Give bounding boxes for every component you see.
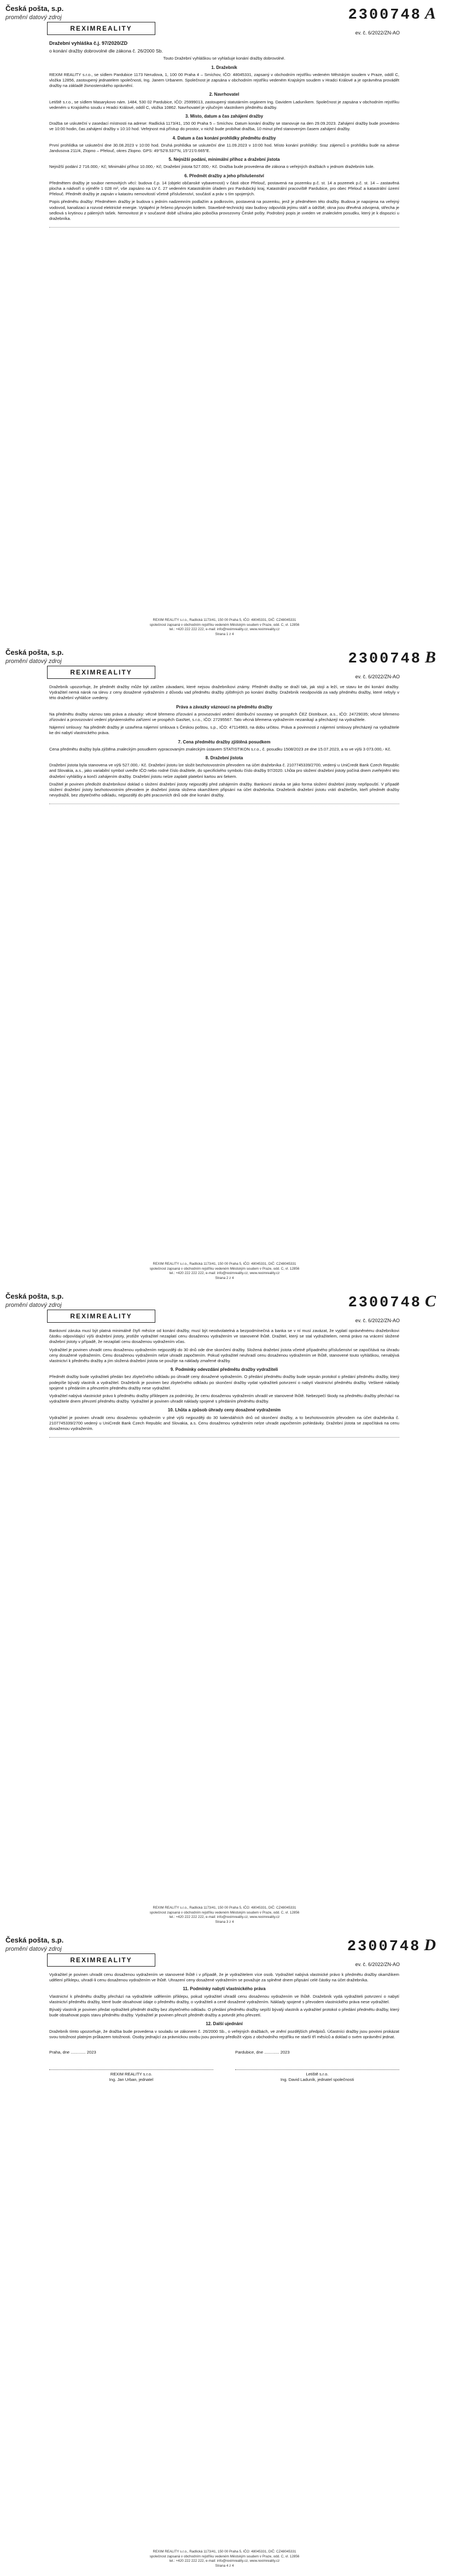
company-logo: REXIMREALITY: [47, 22, 155, 35]
page-footer: REXIM REALITY s.r.o., Radlická 1173/41, 150 00 Praha 5, IČO: 48045331, DIČ: CZ48045331 společnost zapsaná v obchodním rejstříku vedeném Městským soudem v Praze, odd. C, vl. 12856 tel.: +420 222 222 222, e-mail: info@reximreality.cz, www.reximreality.cz Strana 4 z 4: [0, 2550, 449, 2568]
reference-number: ev. č. 6/2022/ZN-AO: [355, 30, 400, 36]
section-heading: 4. Datum a čas konání prohlídky předmětu dražby: [172, 135, 276, 141]
signature-block: [49, 2050, 399, 2083]
section-heading: 3. Místo, datum a čas zahájení dražby: [185, 114, 264, 119]
org-dept: promění datový zdroj: [5, 14, 62, 21]
reference-number: ev. č. 6/2022/ZN-AO: [355, 1962, 400, 1967]
org-name: Česká pošta, s.p.: [5, 1292, 64, 1300]
section-text: Vydražitel je povinen uhradit cenu dosaženou vydražením ve stanovené lhůtě i v případě, že je vydražitelem více osob. Vydražitel nabývá vlastnické právo k předmětu dražby okamžikem udělení příklepu, uhradí-li cenu dosaženou vydražením ve lhůtě. Uhrazení ceny dosažené vydražením se považuje za splněné dnem připsání celé částky na účet dražebníka.: [49, 1972, 399, 1983]
section-heading: 9. Podmínky odevzdání předmětu dražby vydražiteli: [170, 1367, 278, 1373]
signature-line: [49, 2055, 213, 2070]
page-letter: A: [424, 4, 436, 22]
signatory-role-right: Ing. David Laduník, jednatel společnosti: [280, 2077, 354, 2083]
org-dept: promění datový zdroj: [5, 1946, 62, 1952]
org-name: Česká pošta, s.p.: [5, 1936, 64, 1944]
signature-left: [49, 2050, 213, 2083]
section-text: Vydražitel je povinen uhradit cenu dosaženou vydražením nejpozději do 30 dnů ode dne skončení dražby. Složená dražební jistota včetně případného příslušenství se započítává na úhradu ceny dosažené vydražením. Cenu dosaženou vydražením nelze uhradit započtením. Pokud vydražitel neuhradí cenu dosaženou vydražením ve lhůtě, stanovené touto vyhláškou, nenabývá vlastnictví k předmětu dražby a jím složená dražební jistota se použije na náklady zmařené dražby.: [49, 1347, 399, 1364]
page-counter: Strana 3 z 4: [215, 1920, 234, 1924]
section-text: Bankovní záruka musí být platná minimálně čtyři měsíce od konání dražby, musí být neodvolatelná a bezpodmínečná a banka se v ní musí zavázat, že vyplatí oprávněnému dražebníkovi částku odpovídající výši dražební jistoty, jestliže vydražitel nezaplatí cenu dosaženou vydražením ve stanovené lhůtě. Dražitel, který se stal vydražitelem, nemá právo na vrácení složené dražební jistoty v případě, že nezaplatí cenu dosaženou vydražením včas.: [49, 1328, 399, 1345]
divider: [49, 224, 399, 228]
page-counter: Strana 2 z 4: [215, 1276, 234, 1280]
document-number: 2300748 C: [348, 1292, 436, 1311]
section-text: První prohlídka se uskuteční dne 30.08.2023 v 10:00 hod. Druhá prohlídka se uskuteční dne 11.09.2023 v 10:00 hod. Místo konání prohlídky: Sraz zájemců o prohlídku bude na adrese Jandusova 211/4, Zlopno – Přelouč, okres Zlopno. GPS: 49°52'8.537"N, 15°21'0.665"E.: [49, 142, 399, 154]
signatory-role-left: Ing. Jan Urban, jednatel: [109, 2077, 154, 2083]
document-number: 2300748 D: [347, 1936, 436, 1955]
page-2: [0, 644, 449, 1288]
section-text: Vlastnictví k předmětu dražby přechází na vydražitele udělením příklepu, pokud vydražitel uhradil cenu dosaženou vydražením ve lhůtě. Dražebník vydá vydražiteli potvrzení o nabytí vlastnictví předmětu dražby, které bude obsahovat údaje o předmětu dražby, o vydražiteli a ceně dosažené vydražením. Náklady spojené s převodem vlastnického práva nese vydražitel.: [49, 1993, 399, 2004]
section-heading: 11. Podmínky nabytí vlastnického práva: [183, 1986, 266, 1992]
document-number: 2300748 A: [348, 4, 436, 24]
section-text: Vydražitel je povinen uhradit cenu dosaženou vydražením v plné výši nejpozději do 30 kalendářních dnů od skončení dražby, a to bezhotovostním převodem na účet dražebníka č. 2107745339/2700 vedený u UniCredit Bank Czech Republic and Slovakia, a.s. Cenu dosaženou vydražením nelze uhradit započtením pohledávky. Dražební jistota se započítává na cenu dosaženou vydražením.: [49, 1415, 399, 1432]
org-name: Česká pošta, s.p.: [5, 4, 64, 13]
section-heading: 10. Lhůta a způsob úhrady ceny dosažené vydražením: [167, 1408, 281, 1413]
section-text: Dražebník upozorňuje, že předmět dražby může být zatížen závadami, které nejsou dražebníkovi známy. Předmět dražby se draží tak, jak stojí a leží, ve stavu ke dni konání dražby. Vydražitel nemá nárok na slevu z ceny dosažené vydražením z důvodu vad předmětu dražby zjištěných po konání dražby. Dražebník neodpovídá za vady předmětu dražby, které nebyly v této dražební vyhlášce uvedeny.: [49, 684, 399, 701]
divider: [49, 1434, 399, 1438]
page-footer: REXIM REALITY s.r.o., Radlická 1173/41, 150 00 Praha 5, IČO: 48045331, DIČ: CZ48045331 společnost zapsaná v obchodním rejstříku vedeném Městským soudem v Praze, odd. C, vl. 12856 tel.: +420 222 222 222, e-mail: info@reximreality.cz, www.reximreality.cz Strana 1 z 4: [0, 618, 449, 637]
section-text: Bývalý vlastník je povinen předat vydražiteli předmět dražby bez zbytečného odkladu. O předání předmětu dražby sepíší bývalý vlastník a vydražitel protokol o předání předmětu dražby, který bude obsahovat popis stavu předmětu dražby. Vydražitel je povinen převzít předmět dražby a potvrdit jeho převzetí.: [49, 2007, 399, 2018]
page-1-content: [49, 40, 399, 230]
section-heading: 2. Navrhovatel: [209, 92, 240, 97]
org-name: Česká pošta, s.p.: [5, 648, 64, 656]
page-1: [0, 0, 449, 644]
place-date-right: Pardubice, dne ............. 2023: [235, 2050, 290, 2055]
signature-line: [235, 2055, 399, 2070]
page-2-content: [49, 684, 399, 806]
document-number: 2300748 B: [348, 648, 436, 667]
page-3: [0, 1288, 449, 1932]
signature-right: [235, 2050, 399, 2083]
section-text: Nájemní smlouvy: Na předmět dražby je uzavřena nájemní smlouva s Českou poštou, s.p., IČO: 47114983, na dobu určitou. Práva a povinnosti z nájemní smlouvy přecházejí na vydražitele ke dni nabytí vlastnického práva.: [49, 725, 399, 736]
document-title: Dražební vyhláška č.j. 97/2020/ZD: [49, 40, 128, 46]
section-heading: 12. Další ujednání: [206, 2021, 243, 2027]
section-heading: 5. Nejnižší podání, minimální příhoz a dražební jistota: [168, 157, 280, 162]
signatory-name-right: Letiště s.r.o.: [306, 2072, 329, 2077]
section-text: Cena předmětu dražby byla zjištěna znaleckým posudkem vypracovaným znaleckým ústavem STATISTIKON s.r.o., č. posudku 1508/2023 ze dne 15.07.2023, a to ve výši 3 073.000,- Kč.: [49, 746, 392, 752]
reference-number: ev. č. 6/2022/ZN-AO: [355, 674, 400, 679]
page-3-content: [49, 1328, 399, 1440]
page-4: [0, 1932, 449, 2575]
section-text: Dražitel je povinen předložit dražebníkovi doklad o složení dražební jistoty nejpozději před zahájením dražby. Bankovní záruka se jako forma složení dražební jistoty nepřipouští. V případě složení dražební jistoty bezhotovostním převodem je dražební jistota složena okamžikem připsání na účet dražebníka. Dražebník dražební jistotu vrátí dražitelům, kteří předmět dražby nevydražili, bez zbytečného odkladu, nejpozději do pěti pracovních dnů ode dne konání dražby.: [49, 781, 399, 798]
place-date-left: Praha, dne ............. 2023: [49, 2050, 96, 2055]
section-heading: 6. Předmět dražby a jeho příslušenství: [184, 173, 264, 178]
document-subtitle: o konání dražby dobrovolné dle zákona č. 26/2000 Sb.: [49, 48, 163, 54]
page-counter: Strana 4 z 4: [215, 2563, 234, 2568]
org-dept: promění datový zdroj: [5, 1302, 62, 1309]
org-dept: promění datový zdroj: [5, 658, 62, 665]
section-text: Letiště s.r.o., se sídlem Masarykovo nám. 1484, 530 02 Pardubice, IČO: 25999013, zastoupený statutárním orgánem Ing. Davidem Laduníkem. Společnost je zapsána v obchodním rejstříku vedeném u Krajského soudu v Hradci Králové, oddíl C, vložka 10862. Navrhovatel je výlučným vlastníkem předmětu dražby.: [49, 99, 399, 110]
section-text: REXIM REALITY s.r.o., se sídlem Pardubice 1173 Nerudova, 1, 100 00 Praha 4 – Smíchov, IČO: 48045331, zapsaný v obchodním rejstříku vedeném Městským soudem v Praze, oddíl C, vložka 12856, zastoupený jednatelem společnosti, Ing. Janem Urbanem. Společnost je zapsána v obchodním rejstříku vedeném Krajským soudem v Hradci Králové a je oprávněna provádět dražby na základě živnostenského oprávnění.: [49, 72, 399, 89]
page-4-content: [49, 1972, 399, 2083]
section-heading: Práva a závazky váznoucí na předmětu dražby: [176, 704, 272, 710]
section-text: Dražba se uskuteční v zasedací místnosti na adrese: Radlická 1173/41, 150 00 Praha 5 – Smíchov. Datum konání dražby se stanovuje na den 29.09.2023. Zahájení dražby bude provedeno ve 10:00 hodin, čas zahájení dražby v 10:10 hod. Veřejnost má přístup do prostor, v nichž bude probíhat dražba, 10 minut před stanoveným časem zahájení dražby.: [49, 121, 399, 132]
section-text: Nejnižší podání 2 716.000,- Kč; Minimální příhoz 10.000,- Kč; Dražební jistota 527.000,- Kč. Dražba bude provedena dle zákona o veřejných dražbách v jednom dražebním kole.: [49, 164, 375, 170]
signatory-name-left: REXIM REALITY s.r.o.: [110, 2072, 153, 2077]
section-text: Na předmětu dražby váznou tato práva a závazky: věcné břemeno zřizování a provozování vedení distribuční soustavy ve prospěch ČEZ Distribuce, a.s., IČO: 24729035; věcné břemeno zřizování a provozování vedení plynárenského zařízení ve prospěch GasNet, s.r.o., IČO: 27295567. Tato věcná břemena vydražením nezanikají a přecházejí na vydražitele.: [49, 711, 399, 723]
section-text: Dražebník tímto upozorňuje, že dražba bude provedena v souladu se zákonem č. 26/2000 Sb., o veřejných dražbách, ve znění pozdějších předpisů. Účastníci dražby jsou povinni prokázat svou totožnost platným průkazem totožnosti. Osoby jednající za právnickou osobu jsou povinny předložit výpis z obchodního rejstříku ne starší tří měsíců a doklad o svém oprávnění jednat.: [49, 2028, 399, 2039]
reference-number: ev. č. 6/2022/ZN-AO: [355, 1318, 400, 1323]
page-letter: D: [424, 1936, 436, 1954]
company-logo: REXIMREALITY: [47, 666, 155, 679]
page-counter: Strana 1 z 4: [215, 632, 234, 636]
company-logo: REXIMREALITY: [47, 1310, 155, 1323]
page-footer: REXIM REALITY s.r.o., Radlická 1173/41, 150 00 Praha 5, IČO: 48045331, DIČ: CZ48045331 společnost zapsaná v obchodním rejstříku vedeném Městským soudem v Praze, odd. C, vl. 12856 tel.: +420 222 222 222, e-mail: info@reximreality.cz, www.reximreality.cz Strana 2 z 4: [0, 1262, 449, 1281]
section-text: Vydražitel nabývá vlastnické právo k předmětu dražby příklepem za podmínky, že cenu dosaženou vydražením uhradil ve stanovené lhůtě. Nebezpečí škody na předmětu dražby přechází na vydražitele dnem převzetí předmětu dražby. Vydražitel je povinen uhradit náklady spojené s předáním předmětu dražby.: [49, 1393, 399, 1404]
divider: [49, 800, 399, 804]
company-logo: REXIMREALITY: [47, 1953, 155, 1967]
section-heading: 8. Dražební jistota: [205, 755, 243, 761]
section-text: Předmět dražby bude vydražiteli předán bez zbytečného odkladu po úhradě ceny dosažené vydražením. O předání předmětu dražby bude sepsán protokol o předání předmětu dražby, který podepíše bývalý vlastník a vydražitel. Dražebník je povinen bez zbytečného odkladu po skončení dražby vydat vydražiteli potvrzení o nabytí vlastnictví předmětu dražby. Veškeré náklady spojené s předáním a převzetím předmětu dražby nese vydražitel.: [49, 1374, 399, 1391]
document-intro: Touto Dražební vyhláškou se vyhlašuje konání dražby dobrovolné.: [163, 56, 285, 61]
page-letter: B: [424, 648, 436, 666]
page-footer: REXIM REALITY s.r.o., Radlická 1173/41, 150 00 Praha 5, IČO: 48045331, DIČ: CZ48045331 společnost zapsaná v obchodním rejstříku vedeném Městským soudem v Praze, odd. C, vl. 12856 tel.: +420 222 222 222, e-mail: info@reximreality.cz, www.reximreality.cz Strana 3 z 4: [0, 1906, 449, 1924]
section-text: Předmětem dražby je soubor nemovitých věcí: budova č.p. 14 (objekt občanské vybavenosti) v části obce Přelouč, postavená na pozemku p.č. st. 14 a pozemek p.č. st. 14 – zastavěná plocha a nádvoří o výměře 1 028 m², vše zapsáno na LV č. 27 vedeném Katastrálním úřadem pro Pardubický kraj, Katastrální pracoviště Pardubice, pro obec Přelouč a katastrální území Přelouč. Předmět dražby je zapsán v katastru nemovitostí včetně příslušenství, součástí a práv s tím spojených.: [49, 180, 399, 197]
section-text: Popis předmětu dražby: Předmětem dražby je budova s jedním nadzemním podlažím a podkrovím, postavená na pozemku, jenž je předmětem této dražby. Budova je napojena na veřejný vodovod, kanalizaci a rozvod elektrické energie. Vytápění je řešeno plynovým kotlem. Stavebně-technický stav budovy odpovídá jejímu stáří a údržbě; okna jsou dřevěná zdvojená, střecha je sedlová s krytinou z pálených tašek. Nemovitost je v současné době užívána jako pobočka provozovny České pošty. Podrobný popis je uveden ve znaleckém posudku, který je k dispozici u dražebníka.: [49, 199, 399, 222]
section-heading: 1. Dražebník: [211, 65, 237, 70]
section-heading: 7. Cena předmětu dražby zjištěná posudkem: [178, 739, 271, 745]
page-letter: C: [424, 1292, 436, 1310]
section-text: Dražební jistota byla stanovena ve výši 527.000,- Kč. Dražební jistotu lze složit bezhotovostním převodem na účet dražebníka č. 2107745339/2700, vedený u UniCredit Bank Czech Republic and Slovakia, a.s., jako variabilní symbol uveďte IČO nebo rodné číslo dražitele, do specifického symbolu číslo dražby 97/2020. Lhůta pro složení dražební jistoty počíná dnem zveřejnění této dražební vyhlášky a končí zahájením dražby. Dražební jistotu nelze zaplatit platební kartou ani šekem.: [49, 763, 399, 779]
